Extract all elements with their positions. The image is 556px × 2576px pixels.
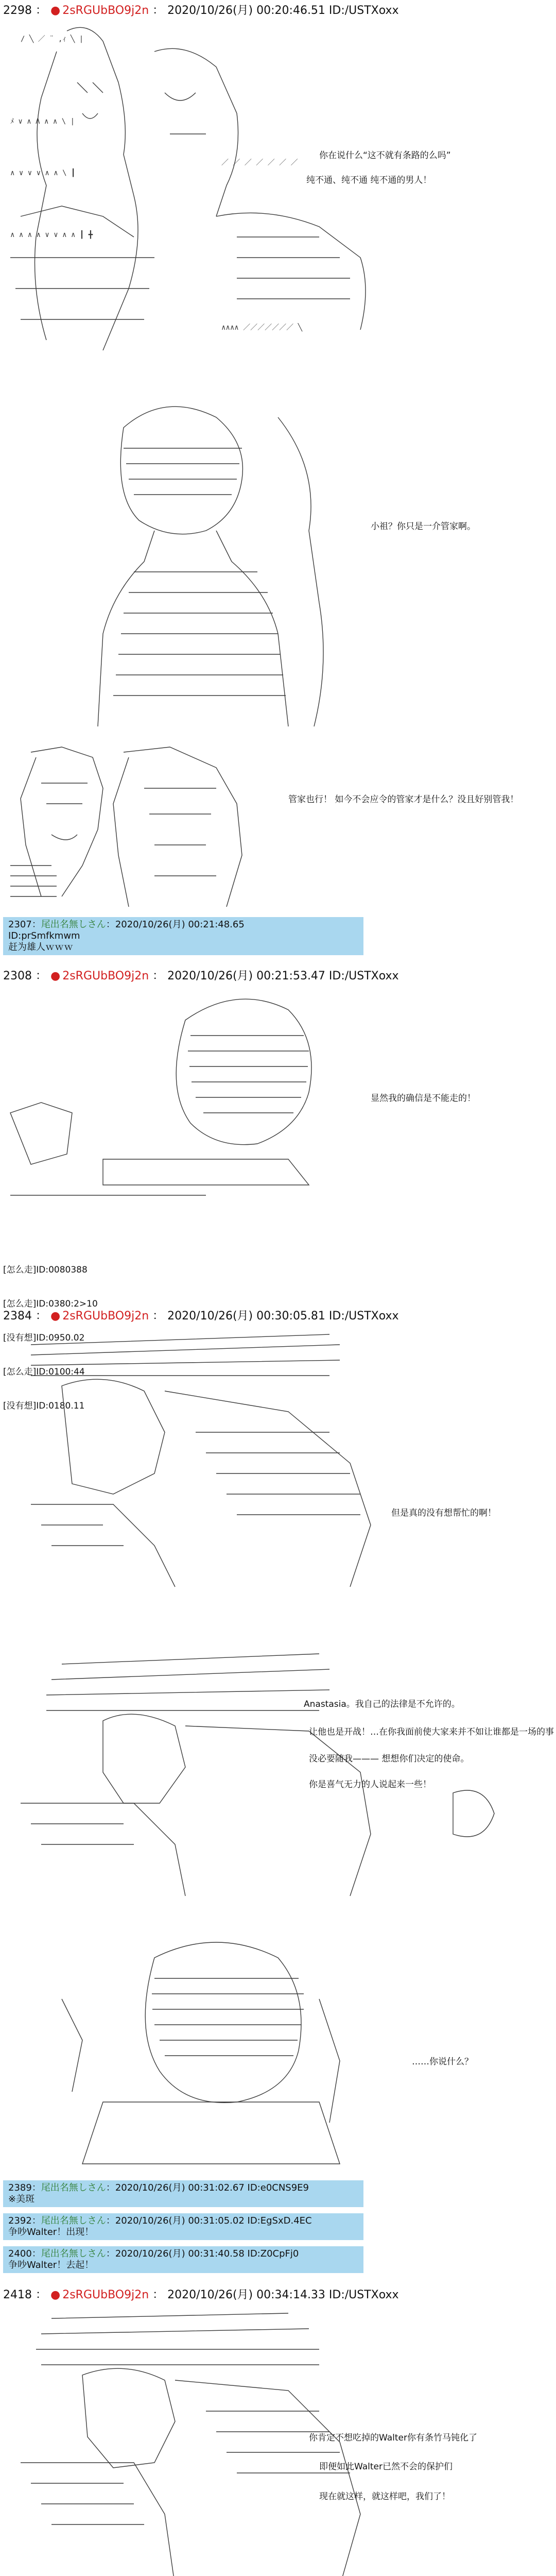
poster-name[interactable]: 2sRGUbBO9j2n xyxy=(62,4,149,17)
post-date-id: 2020/10/26(月) 00:20:46.51 ID:/USTXoxx xyxy=(167,4,399,17)
post-date-id: 2020/10/26(月) 00:30:05.81 ID:/USTXoxx xyxy=(167,1310,399,1323)
svg-text:ﾒ ∨ ∧ Λ ∧ ∧ \ |: ﾒ ∨ ∧ Λ ∧ ∧ \ | xyxy=(10,117,75,126)
reply-post: 2392：尾出名無しさん：2020/10/26(月) 00:31:05.02 ID:EgSxD.4EC 争吵Walter！出现！ xyxy=(3,2213,363,2240)
reply-body: 争吵Walter！出现！ xyxy=(8,2227,94,2238)
ascii-art-figure-5 xyxy=(0,1329,556,1597)
svg-text:/ ╲ ／ ¨ ,ｨ ╲ |: / ╲ ／ ¨ ,ｨ ╲ | xyxy=(21,35,84,43)
post-number[interactable]: 2298 xyxy=(3,4,32,17)
reply-number[interactable]: 2400 xyxy=(8,2248,32,2259)
post-date-id: 2020/10/26(月) 00:34:14.33 ID:/USTXoxx xyxy=(167,2289,399,2301)
reply-post: 2389：尾出名無しさん：2020/10/26(月) 00:31:02.67 ID:e0CNS9E9 ※美斑 xyxy=(3,2180,363,2207)
reply-poster-name: 尾出名無しさん xyxy=(41,2248,106,2259)
reply-poster-name: 尾出名無しさん xyxy=(41,919,106,930)
reply-poster-name: 尾出名無しさん xyxy=(41,2182,106,2193)
dialogue-line: 现在就这样，就这样吧，我们了！ xyxy=(319,2492,450,2502)
reply-number[interactable]: 2307 xyxy=(8,919,32,930)
poster-name[interactable]: 2sRGUbBO9j2n xyxy=(62,970,149,982)
post-date-id: 2020/10/26(月) 00:21:53.47 ID:/USTXoxx xyxy=(167,970,399,982)
reply-body: 赶为雄人ｗｗｗ xyxy=(8,942,73,953)
reply-poster-name: 尾出名無しさん xyxy=(41,2215,106,2226)
dialogue-line: 即便如此Walter已然不会的保护们 xyxy=(319,2462,453,2472)
reply-id: ID:prSmfkmwm xyxy=(8,930,80,941)
ascii-art-figure-2 xyxy=(0,397,556,732)
vote-line: [怎么走]ID:0100:44 xyxy=(3,1367,85,1377)
dialogue-line: 小祖？你只是一介管家啊。 xyxy=(371,521,476,532)
reply-date: 2020/10/26(月) 00:31:40.58 ID:Z0CpFj0 xyxy=(115,2248,299,2259)
poster-mark-icon: ● xyxy=(50,1310,61,1323)
dialogue-line: 让他也是开战！…在你我面前使大家来并不如让谁都是一场的事 xyxy=(309,1727,554,1737)
ascii-art-figure-6 xyxy=(0,1649,556,1906)
dialogue-line: 但是真的没有想帮忙的啊！ xyxy=(391,1508,496,1518)
vote-line: [没有想]ID:0180.11 xyxy=(3,1401,85,1411)
post-header: 2298 ： ● 2sRGUbBO9j2n ： 2020/10/26(月) 00:20:46.51 ID:/USTXoxx xyxy=(3,4,399,17)
reply-post: 2307：尾出名無しさん：2020/10/26(月) 00:21:48.65 ID:prSmfkmwm 赶为雄人ｗｗｗ xyxy=(3,917,363,955)
dialogue-line: 你肯定不想吃掉的Walter你有条竹马钝化了 xyxy=(309,2433,477,2443)
svg-text:∧ ∨ ∨ ∨ ∧ ∧ \ ┃: ∧ ∨ ∨ ∨ ∧ ∧ \ ┃ xyxy=(10,169,76,177)
ascii-art-figure-7 xyxy=(0,1937,556,2169)
poster-mark-icon: ● xyxy=(50,970,61,982)
dialogue-line: Anastasia。我自己的法律是不允许的。 xyxy=(304,1699,460,1709)
ascii-art-figures-3 xyxy=(0,742,556,912)
dialogue-line: 纯不通、纯不通 纯不通的男人！ xyxy=(306,175,432,185)
post-number[interactable]: 2384 xyxy=(3,1310,32,1323)
svg-text:∧ ∧ ∧ ∧ ∨ ∨ ∧ ∧ ┃ ╋: ∧ ∧ ∧ ∧ ∨ ∨ ∧ ∧ ┃ ╋ xyxy=(10,231,93,239)
vote-line: [怎么走]ID:0080388 xyxy=(3,1265,88,1275)
post-header: 2308 ： ● 2sRGUbBO9j2n ： 2020/10/26(月) 00:21:53.47 ID:/USTXoxx xyxy=(3,970,399,982)
reply-date: 2020/10/26(月) 00:31:05.02 ID:EgSxD.4EC xyxy=(115,2215,312,2226)
reply-body: ※美斑 xyxy=(8,2194,35,2205)
dialogue-line: ……你说什么？ xyxy=(412,2057,473,2067)
reply-post: 2400：尾出名無しさん：2020/10/26(月) 00:31:40.58 ID:Z0CpFj0 争吵Walter！去起！ xyxy=(3,2246,363,2273)
post-number[interactable]: 2418 xyxy=(3,2289,32,2301)
reply-date: 2020/10/26(月) 00:31:02.67 ID:e0CNS9E9 xyxy=(115,2182,309,2193)
reply-number[interactable]: 2389 xyxy=(8,2182,32,2193)
post-header: 2418 ： ● 2sRGUbBO9j2n ： 2020/10/26(月) 00:34:14.33 ID:/USTXoxx xyxy=(3,2289,399,2301)
poster-mark-icon: ● xyxy=(50,4,61,17)
dialogue-line: 没必要随我——— 想想你们决定的使命。 xyxy=(309,1754,470,1764)
poster-name[interactable]: 2sRGUbBO9j2n xyxy=(62,2289,149,2301)
vote-line: [没有想]ID:0950.02 xyxy=(3,1333,85,1343)
reply-body: 争吵Walter！去起！ xyxy=(8,2260,94,2270)
dialogue-line: 管家也行！ 如今不会应令的管家才是什么？没且好别管我！ xyxy=(288,794,519,805)
post-number[interactable]: 2308 xyxy=(3,970,32,982)
poster-mark-icon: ● xyxy=(50,2289,61,2301)
ascii-art-figures-1 xyxy=(0,21,556,371)
dialogue-line: 显然我的确信是不能走的！ xyxy=(371,1093,476,1104)
dialogue-line: 你是喜气无力的人说起来一些！ xyxy=(309,1780,431,1790)
svg-text:／ ／ ／ ／ ／ ／ ／: ／ ／ ／ ／ ／ ／ ／ xyxy=(221,159,298,167)
reply-date: 2020/10/26(月) 00:21:48.65 xyxy=(115,919,245,930)
reply-number[interactable]: 2392 xyxy=(8,2215,32,2226)
post-header: 2384 ： ● 2sRGUbBO9j2n ： 2020/10/26(月) 00:30:05.81 ID:/USTXoxx xyxy=(3,1310,399,1323)
svg-text:∧∧∧∧ ／／／／／／／ ╲: ∧∧∧∧ ／／／／／／／ ╲ xyxy=(221,324,303,332)
dialogue-line: 你在说什么“这不就有条路的么吗” xyxy=(319,150,451,161)
vote-line: [怎么走]ID:0380:2>10 xyxy=(3,1299,98,1309)
poster-name[interactable]: 2sRGUbBO9j2n xyxy=(62,1310,149,1323)
